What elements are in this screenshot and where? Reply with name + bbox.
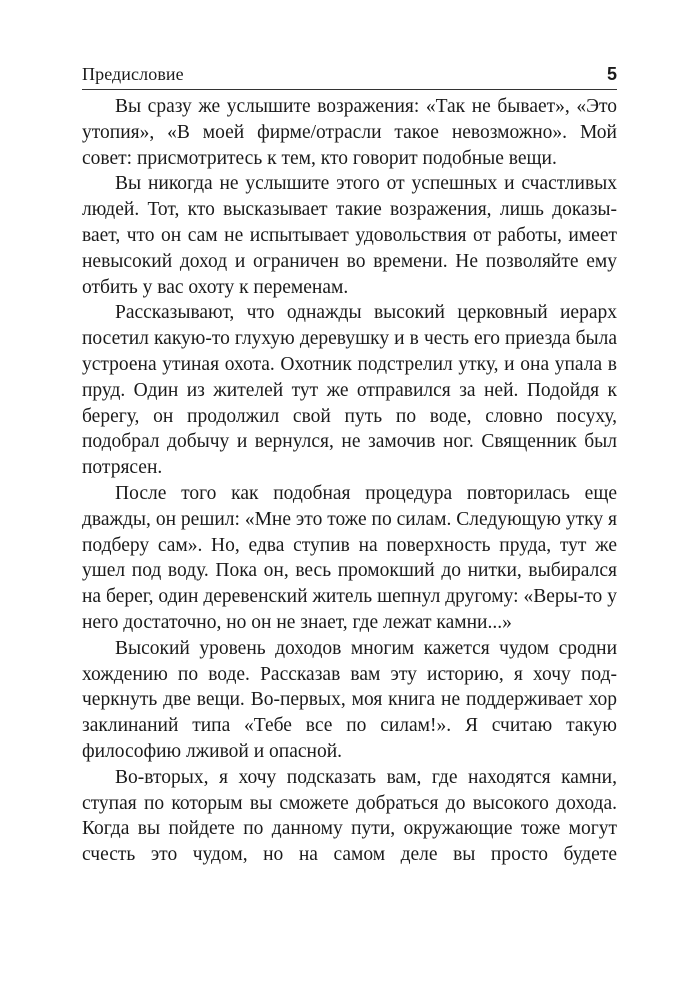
book-page xyxy=(82,64,617,868)
running-header xyxy=(82,64,617,90)
body-text xyxy=(82,94,617,868)
section-title: Предисловие xyxy=(82,64,184,84)
page-number: 5 xyxy=(606,64,617,84)
paragraph: Высокий уровень доходов многим кажется чудом сродни хождению по воде. Рассказав вам эту историю, я хочу подчеркнуть две вещи. Во-первых, моя книга не поддерживает хор заклинаний типа «Тебе все по силам!». Я считаю такую философию лживой и опасной. xyxy=(82,637,617,762)
paragraph: Во-вторых, я хочу подсказать вам, где находятся камни, ступая по которым вы сможете добраться до высокого дохода. Когда вы пойдете по данному пути, окружающие тоже могут счесть это чудом, но на самом деле вы просто будете xyxy=(82,766,617,866)
paragraph: Вы никогда не услышите этого от успешных и счастливых людей. Тот, кто высказывает такие возражения, лишь доказывает, что он сам не испытывает удовольствия от работы, имеет невысокий доход и ограничен во времени. Не позволяйте ему отбить у вас охоту к переменам. xyxy=(82,173,617,298)
paragraph: Рассказывают, что однажды высокий церковный иерарх посетил какую-то глухую деревушку и в честь его приезда была устроена утиная охота. Охотник подстрелил утку, и она упала в пруд. Один из жителей тут же отправился за ней. Подойдя к берегу, он продолжил свой путь по воде, словно посуху, подобрал добычу и вернулся, не замочив ног. Священник был потрясен. xyxy=(82,302,617,479)
paragraph: После того как подобная процедура повторилась еще дважды, он решил: «Мне это тоже по силам. Следующую утку я подберу сам». Но, едва ступив на поверхность пруда, тут же ушел под воду. Пока он, весь промокший до нитки, выбирался на берег, один деревенский житель шепнул другому: «Веры-то у него достаточно, но он не знает, где лежат камни...» xyxy=(82,482,617,633)
paragraph: Вы сразу же услышите возражения: «Так не бывает», «Это утопия», «В моей фирме/отрасли такое невозможно». Мой совет: присмотритесь к тем, кто говорит подобные вещи. xyxy=(82,96,617,169)
